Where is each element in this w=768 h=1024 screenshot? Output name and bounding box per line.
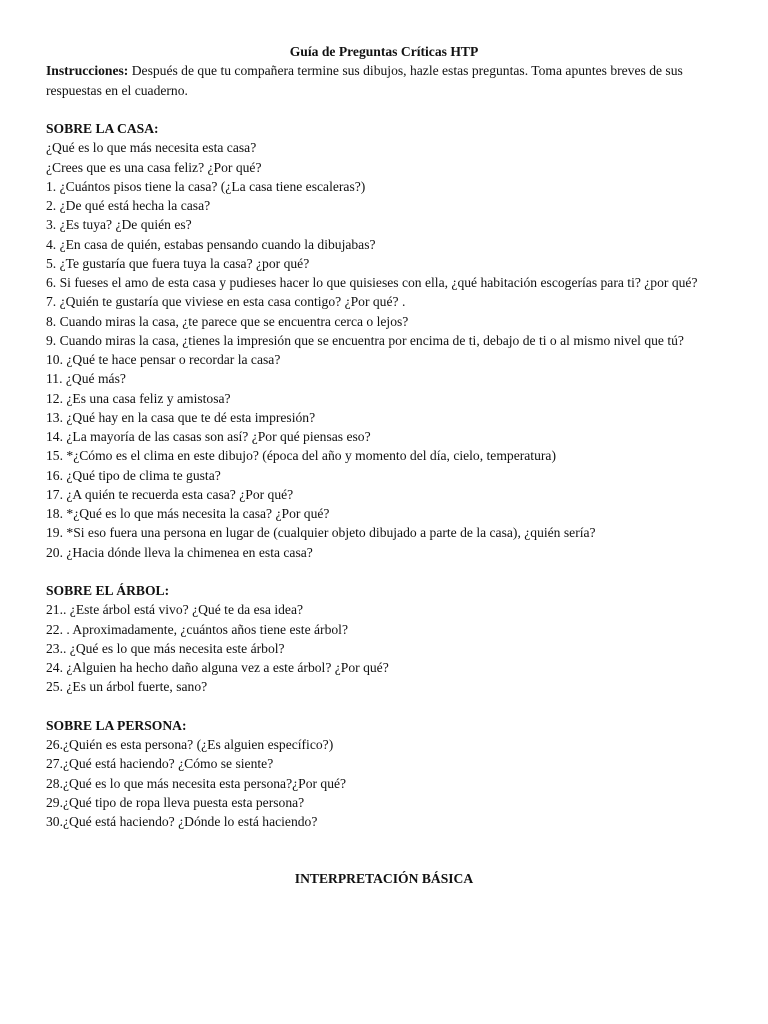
question-line: 6. Si fueses el amo de esta casa y pudieses hacer lo que quisieses con ella, ¿qué habitación escogerías para ti? ¿por qué? — [46, 275, 698, 290]
question-line: 3. ¿Es tuya? ¿De quién es? — [46, 217, 192, 233]
question-line: 25. ¿Es un árbol fuerte, sano? — [46, 679, 208, 695]
question-line: 4. ¿En casa de quién, estabas pensando cuando la dibujabas? — [46, 236, 376, 252]
question-line: 17. ¿A quién te recuerda esta casa? ¿Por qué? — [46, 486, 294, 502]
question-line: ¿Qué es lo que más necesita esta casa? — [46, 140, 257, 156]
question-line: 8. Cuando miras la casa, ¿te parece que se encuentra cerca o lejos? — [46, 313, 409, 329]
question-line: 12. ¿Es una casa feliz y amistosa? — [46, 390, 231, 406]
question-line: 16. ¿Qué tipo de clima te gusta? — [46, 467, 221, 483]
question-line: 21.. ¿Este árbol está vivo? ¿Qué te da esa idea? — [46, 602, 304, 618]
question-line: 1. ¿Cuántos pisos tiene la casa? (¿La casa tiene escaleras?) — [46, 178, 366, 194]
section-heading: SOBRE LA CASA: — [46, 121, 159, 136]
question-line: 27.¿Qué está haciendo? ¿Cómo se siente? — [46, 756, 274, 772]
question-line: 11. ¿Qué más? — [46, 371, 126, 387]
question-line: 28.¿Qué es lo que más necesita esta persona?¿Por qué? — [46, 775, 347, 791]
question-line: 29.¿Qué tipo de ropa lleva puesta esta persona? — [46, 794, 305, 810]
question-line: ¿Crees que es una casa feliz? ¿Por qué? — [46, 159, 262, 175]
question-line: 14. ¿La mayoría de las casas son así? ¿Por qué piensas eso? — [46, 429, 371, 444]
section-heading: SOBRE EL ÁRBOL: — [46, 583, 170, 598]
question-line: 9. Cuando miras la casa, ¿tienes la impresión que se encuentra por encima de ti, debajo de ti o al mismo nivel que tú? — [46, 332, 684, 348]
interpretation-heading: INTERPRETACIÓN BÁSICA — [294, 871, 474, 887]
question-line: 20. ¿Hacia dónde lleva la chimenea en esta casa? — [46, 544, 313, 560]
question-line: 19. *Si eso fuera una persona en lugar de (cualquier objeto dibujado a parte de la casa), ¿quién sería? — [46, 525, 596, 541]
question-line: 15. *¿Cómo es el clima en este dibujo? (época del año y momento del día, cielo, temperatura) — [46, 448, 556, 464]
section-heading: SOBRE LA PERSONA: — [46, 717, 187, 733]
question-line: 18. *¿Qué es lo que más necesita la casa? ¿Por qué? — [46, 506, 330, 521]
question-line: 23.. ¿Qué es lo que más necesita este árbol? — [46, 640, 285, 656]
question-line: 22. . Aproximadamente, ¿cuántos años tiene este árbol? — [46, 621, 348, 637]
question-line: 24. ¿Alguien ha hecho daño alguna vez a este árbol? ¿Por qué? — [46, 660, 389, 675]
question-sections — [46, 119, 722, 831]
document-title: Guía de Preguntas Críticas HTP — [289, 44, 479, 59]
instructions-paragraph — [46, 61, 722, 100]
question-line: 7. ¿Quién te gustaría que viviese en esta casa contigo? ¿Por qué? . — [46, 294, 406, 310]
question-line: 13. ¿Qué hay en la casa que te dé esta impresión? — [46, 409, 316, 425]
instructions-label: Instrucciones: — [46, 63, 129, 79]
question-line: 2. ¿De qué está hecha la casa? — [46, 198, 211, 213]
question-line: 30.¿Qué está haciendo? ¿Dónde lo está haciendo? — [46, 814, 318, 829]
question-line: 5. ¿Te gustaría que fuera tuya la casa? ¿por qué? — [46, 255, 310, 271]
instructions-text: Después de que tu compañera termine sus dibujos, hazle estas preguntas. Toma apuntes breves de sus respuestas en el cuaderno. — [46, 63, 683, 98]
question-line: 26.¿Quién es esta persona? (¿Es alguien específico?) — [46, 737, 334, 752]
question-line: 10. ¿Qué te hace pensar o recordar la casa? — [46, 352, 281, 367]
